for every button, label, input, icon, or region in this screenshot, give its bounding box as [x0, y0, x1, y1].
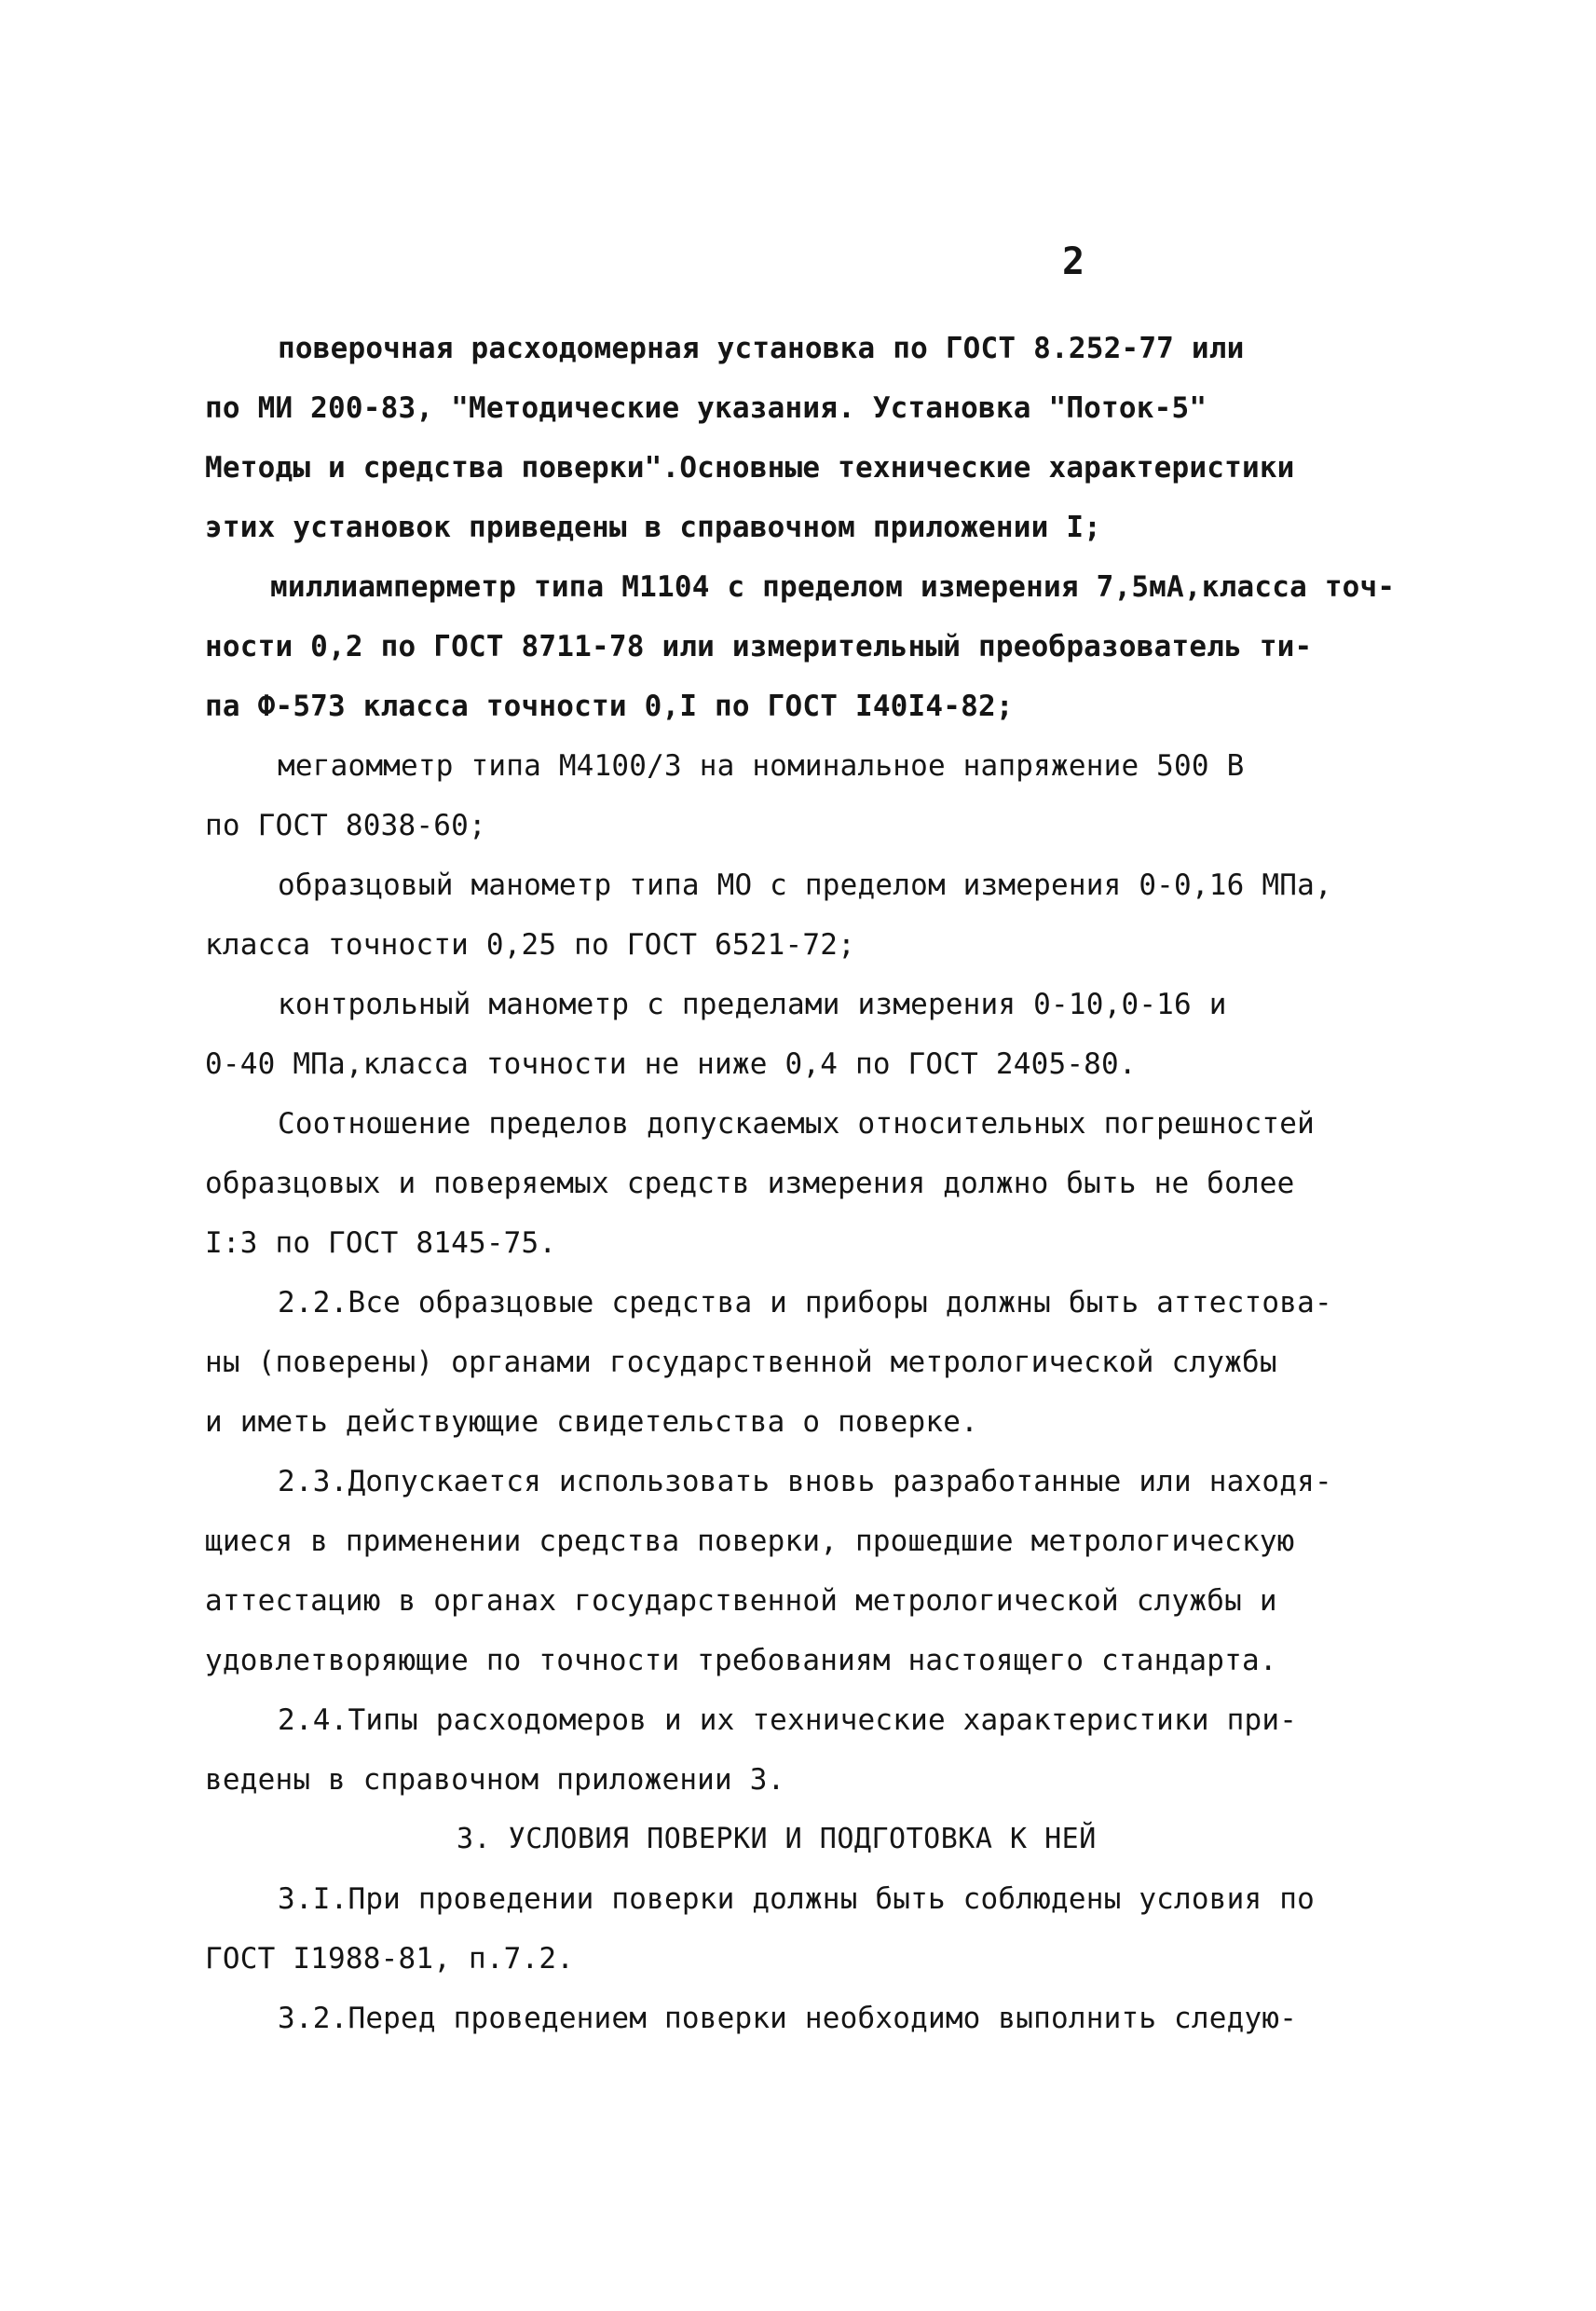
- text-line: I:3 по ГОСТ 8145-75.: [205, 1226, 557, 1260]
- text-line: контрольный манометр с пределами измерения 0-10,0-16 и: [278, 988, 1227, 1021]
- text-line: ведены в справочном приложении 3.: [205, 1763, 785, 1797]
- text-line: удовлетворяющие по точности требованиям настоящего стандарта.: [205, 1644, 1277, 1677]
- section-heading: 3. УСЛОВИЯ ПОВЕРКИ И ПОДГОТОВКА К НЕЙ: [457, 1823, 1097, 1855]
- text-line: и иметь действующие свидетельства о поверке.: [205, 1405, 978, 1439]
- text-line: щиеся в применении средства поверки, прошедшие метрологическую: [205, 1525, 1295, 1558]
- page-number: 2: [1062, 240, 1085, 283]
- text-line: по МИ 200-83, "Методические указания. Установка "Поток-5": [205, 391, 1207, 425]
- text-line: 2.4.Типы расходомеров и их технические характеристики при-: [278, 1703, 1298, 1737]
- text-line: 2.3.Допускается использовать вновь разработанные или находя-: [278, 1465, 1332, 1498]
- text-line: ности 0,2 по ГОСТ 8711-78 или измерительный преобразователь ти-: [205, 630, 1313, 663]
- text-line: аттестацию в органах государственной метрологической службы и: [205, 1584, 1277, 1618]
- text-line: ны (поверены) органами государственной метрологической службы: [205, 1346, 1277, 1379]
- text-line: ГОСТ I1988-81, п.7.2.: [205, 1942, 575, 1976]
- text-line: 3.I.При проведении поверки должны быть соблюдены условия по: [278, 1882, 1315, 1916]
- text-line: Методы и средства поверки".Основные технические характеристики: [205, 451, 1295, 485]
- text-line: 2.2.Все образцовые средства и приборы должны быть аттестова-: [278, 1286, 1332, 1320]
- text-line: мегаомметр типа М4100/3 на номинальное напряжение 500 В: [278, 749, 1245, 783]
- text-line: образцовых и поверяемых средств измерения должно быть не более: [205, 1167, 1295, 1200]
- text-line: образцовый манометр типа МО с пределом измерения 0-0,16 МПа,: [278, 868, 1332, 902]
- text-line: па Ф-573 класса точности 0,I по ГОСТ I40I4-82;: [205, 690, 1014, 723]
- text-line: 3.2.Перед проведением поверки необходимо выполнить следую-: [278, 2002, 1298, 2035]
- text-line: 0-40 МПа,класса точности не ниже 0,4 по ГОСТ 2405-80.: [205, 1047, 1137, 1081]
- text-line: класса точности 0,25 по ГОСТ 6521-72;: [205, 928, 855, 962]
- text-line: этих установок приведены в справочном приложении I;: [205, 511, 1102, 544]
- text-line: Соотношение пределов допускаемых относительных погрешностей: [278, 1107, 1315, 1141]
- text-line: поверочная расходомерная установка по ГОСТ 8.252-77 или: [278, 332, 1245, 365]
- text-line: по ГОСТ 8038-60;: [205, 809, 486, 842]
- body-text: [205, 319, 1416, 2048]
- text-line: миллиамперметр типа М1104 с пределом измерения 7,5мА,класса точ-: [270, 570, 1396, 604]
